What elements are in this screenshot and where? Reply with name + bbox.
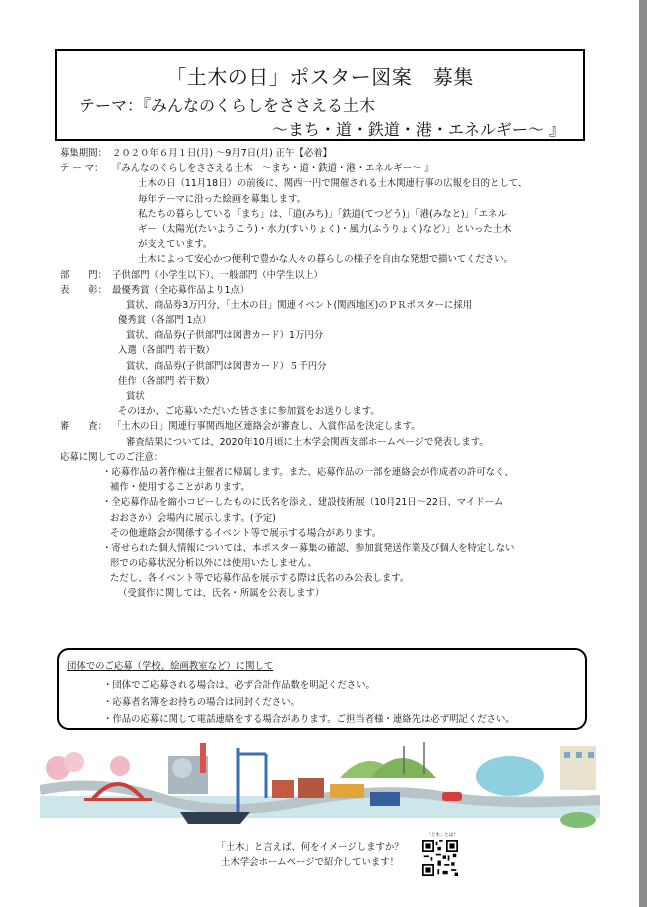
theme-desc-line: ギー（太陽光(たいようこう)・水力(すいりょく)・風力(ふうりょく)など）」といった土木: [138, 223, 512, 235]
period-row: [60, 146, 590, 161]
group-application-box: [57, 648, 587, 730]
infrastructure-illustration: [40, 738, 600, 834]
review-value-2: 審査結果については、2020年10月頃に土木学会関西支部ホームページで発表します。: [126, 436, 489, 448]
theme-desc-line: 土木の日（11月18日）の前後に、関西一円で開催される土木関連行事の広報を目的として、: [138, 178, 528, 190]
review-row: [60, 419, 590, 434]
scrollbar[interactable]: [639, 0, 647, 907]
note-line: ・全応募作品を縮小コピーしたものに氏名を添え、建設技術展（10月21日～22日、マイドーム: [102, 497, 504, 509]
review-label: 審 査：: [60, 421, 107, 433]
note-line: 補作・使用することがあります。: [110, 482, 250, 494]
solar-panel-icon: [370, 792, 400, 806]
award-line: そのほか、ご応募いただいた皆さまに参加賞をお送りします。: [118, 406, 380, 418]
award-line: 優秀賞（各部門 1点）: [118, 315, 212, 327]
theme-row: [60, 161, 590, 176]
note-line: （受賞作に関しては、氏名・所属を公表します）: [118, 588, 325, 600]
division-value: 子供部門（小学生以下）、一般部門（中学生以上）: [112, 269, 323, 281]
ship-icon: [180, 812, 250, 824]
award-line: 佳作（各部門 若干数）: [118, 375, 215, 387]
group-title: 団体でのご応募（学校、絵画教室など）に関して: [67, 661, 274, 672]
award-line: 賞状、商品券(子供部門は図書カード）1万円分: [126, 330, 324, 342]
note-line: おおさか）会場内に展示します。(予定): [110, 512, 276, 524]
group-item: ・応募者名簿をお持ちの場合は同封ください。: [103, 697, 300, 708]
note-line: ・寄せられた個人情報については、本ポスター募集の確認、参加賞発送作業及び個人を特定しない: [102, 542, 515, 554]
notes-heading: 応募に関してのご注意：: [60, 451, 164, 463]
award-line: 賞状、商品券(子供部門は図書カード）５千円分: [126, 360, 327, 372]
award-line: 賞状: [126, 391, 145, 402]
footer-text: [0, 840, 600, 870]
division-label: 部 門：: [60, 269, 107, 281]
theme-desc-line: 私たちの暮らしている「まち」は、「道(みち)」「鉄道(てつどう)」「港(みなと)」「エネル: [138, 208, 507, 220]
footer-line-1: 「土木」と言えば、何をイメージしますか？: [216, 842, 404, 853]
award-row: [60, 283, 590, 298]
award-line: 賞状、商品券3万円分、「土木の日」関連イベント(関西地区)のＰＲポスターに採用: [126, 299, 473, 311]
qr-code[interactable]: [422, 832, 462, 880]
theme-desc-line: 土木によって安心かつ便利で豊かな人々の暮らしの様子を自由な発想で描いてください。: [138, 254, 514, 266]
theme-line-1: テーマ：『みんなのくらしをささえる土木: [79, 96, 376, 115]
poster-title: 「土木の日」ポスター図案 募集: [166, 65, 474, 89]
theme-label: テ ー マ：: [60, 163, 104, 175]
theme-desc-line: が支えています。: [138, 239, 213, 251]
group-item: ・作品の応募に関して電話連絡をする場合があります。ご担当者様・連絡先は必ず明記ください。: [103, 714, 515, 725]
group-item: ・団体でご応募される場合は、必ず合計作品数を明記ください。: [103, 680, 375, 691]
train-icon: [330, 784, 364, 798]
details-section: [60, 146, 590, 602]
award-line: 最優秀賞（全応募作品より1点）: [112, 284, 250, 296]
theme-line-2: ～まち・道・鉄道・港・エネルギー～ 』: [271, 120, 565, 139]
footer-line-2: 土木学会ホームページで紹介しています！: [221, 857, 399, 868]
note-line: 形での応募状況分析以外には使用いたしません。: [110, 558, 317, 570]
award-line: 入選（各部門 若干数）: [118, 345, 215, 357]
period-value: ２０２０年６月１日(月) ～9月7日(月) 正午【必着】: [112, 148, 333, 159]
period-label: 募集期間：: [60, 148, 107, 159]
title-box: [55, 49, 585, 141]
note-line: その他連絡会が関係するイベント等で展示する場合があります。: [110, 527, 382, 539]
qr-label: 「土木」とは？: [426, 833, 458, 838]
car-icon: [442, 792, 462, 801]
theme-desc-line: 毎年テーマに沿った絵画を募集します。: [138, 193, 307, 205]
award-label: 表 彰：: [60, 284, 107, 296]
division-row: [60, 268, 590, 283]
review-value: 「土木の日」関連行事関西地区連絡会が審査し、入賞作品を決定します。: [112, 421, 421, 433]
theme-value: 『みんなのくらしをささえる土木 ～まち・道・鉄道・港・エネルギー～ 』: [112, 163, 434, 175]
qr-code-icon: [422, 840, 458, 876]
note-line: ただし、各イベント等で応募作品を展示する際は氏名のみ公表します。: [110, 573, 410, 585]
note-line: ・応募作品の著作権は主催者に帰属します。また、応募作品の一部を連絡会が作成者の許可なく、: [102, 466, 514, 478]
